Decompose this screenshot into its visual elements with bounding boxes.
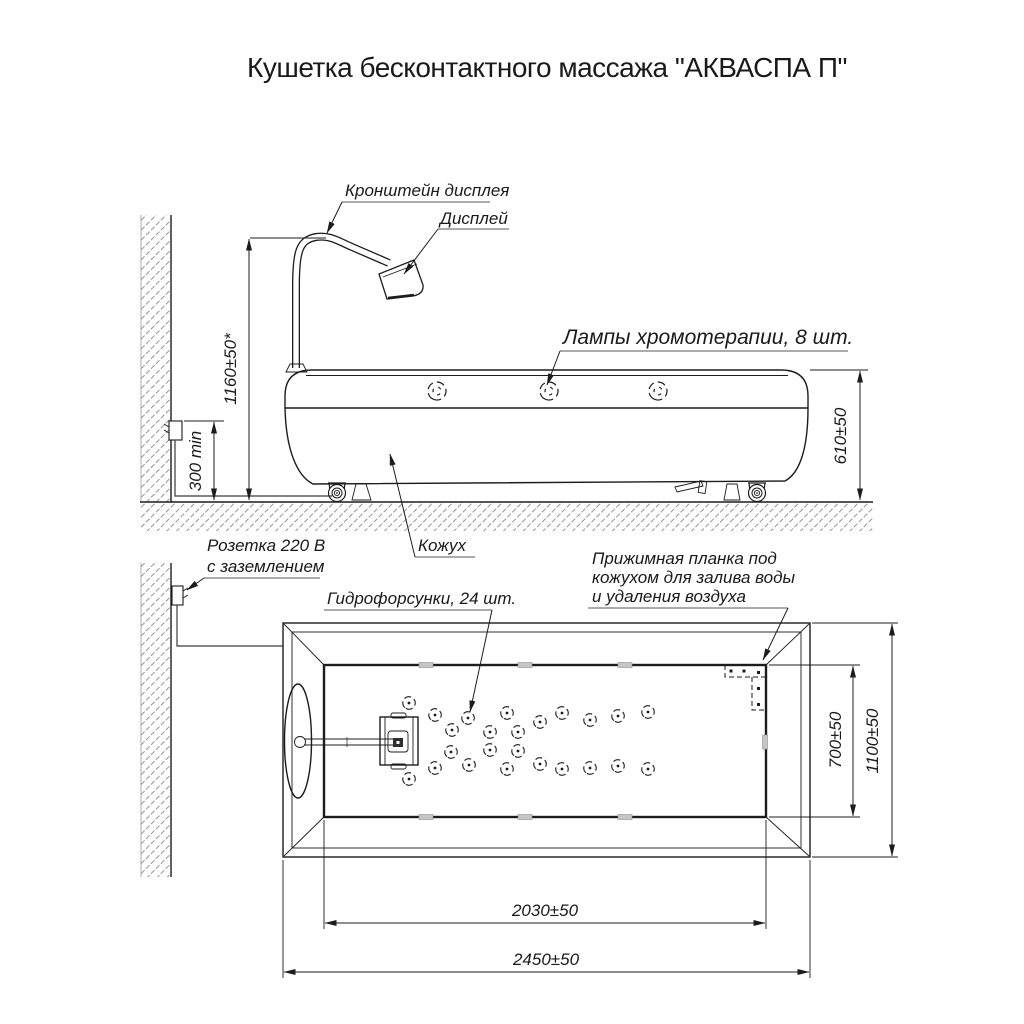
side-dimensions: [184, 238, 868, 500]
nozzle: [639, 760, 656, 777]
side-view: [140, 181, 873, 557]
dim-height-to-bracket: 1160±50*: [221, 333, 240, 405]
rod-pivot: [295, 737, 306, 748]
wall-hatch-plan: [141, 563, 171, 877]
nozzle: [498, 760, 515, 777]
label-clamp-1: Прижимная планка под: [592, 549, 777, 568]
nozzle-field: [400, 694, 656, 787]
label-socket-2: с заземлением: [207, 557, 325, 576]
nozzle: [581, 759, 598, 776]
nozzle: [426, 706, 443, 723]
label-lamps: Лампы хромотерапии, 8 шт.: [563, 326, 854, 349]
drawing-title: Кушетка бесконтактного массажа "АКВАСПА П": [247, 52, 847, 83]
lamp-icon: [425, 379, 449, 403]
socket-plan: [172, 586, 283, 646]
lamp-icon: [537, 379, 561, 403]
basin: [324, 665, 766, 817]
dim-socket-height: 300 min: [186, 430, 205, 492]
lamp-icon: [646, 379, 670, 403]
display-arm: [286, 237, 423, 372]
dim-couch-height: 610±50: [831, 407, 850, 465]
left-leg: [352, 484, 371, 500]
tub-frame: [283, 623, 810, 857]
nozzle: [609, 757, 626, 774]
nozzle: [400, 770, 417, 787]
top-view: [141, 536, 898, 978]
label-display: Дисплей: [440, 209, 508, 228]
nozzle: [509, 742, 526, 759]
nozzle: [531, 713, 548, 730]
nozzle: [531, 755, 548, 772]
clamp-bar: [725, 665, 766, 710]
right-wheel-icon: [748, 483, 766, 502]
dim-outer-length: 2450±50: [512, 950, 580, 969]
nozzle: [459, 709, 476, 726]
nozzle: [400, 694, 417, 711]
nozzle: [498, 704, 515, 721]
wall-hatch: [141, 215, 171, 502]
nozzle: [609, 707, 626, 724]
label-casing: Кожух: [418, 536, 466, 555]
label-bracket: Кронштейн дисплея: [345, 181, 510, 200]
right-leg: [724, 484, 740, 500]
drive-mechanism: [285, 684, 419, 798]
side-callouts: [327, 181, 853, 557]
nozzle: [481, 741, 498, 758]
label-clamp-3: и удаления воздуха: [592, 587, 746, 606]
nozzle: [509, 723, 526, 740]
nozzle: [426, 759, 443, 776]
label-socket-1: Розетка 220 В: [207, 536, 326, 555]
power-cable-plan: [177, 605, 283, 646]
dim-outer-width: 1100±50: [863, 708, 882, 774]
nozzle: [442, 743, 459, 760]
left-wheel-icon: [328, 483, 346, 502]
couch-body: [285, 370, 808, 484]
nozzle: [581, 711, 598, 728]
nozzle: [481, 723, 498, 740]
top-callouts: [187, 536, 795, 712]
label-clamp-2: кожухом для залива воды: [592, 568, 795, 587]
arm-inner: [296, 237, 389, 368]
top-dimensions: [283, 623, 898, 978]
fixing-tabs: [419, 663, 768, 820]
nozzle: [553, 760, 570, 777]
paddle-disc: [285, 684, 312, 798]
dim-inner-length: 2030±50: [511, 901, 579, 920]
nozzle: [460, 756, 477, 773]
nozzle: [443, 721, 460, 738]
floor-hatch: [140, 503, 873, 531]
casing-outline: [285, 408, 808, 484]
dim-inner-width: 700±50: [826, 711, 845, 769]
label-nozzles: Гидрофорсунки, 24 шт.: [327, 589, 517, 608]
nozzle: [553, 704, 570, 721]
nozzle: [639, 703, 656, 720]
